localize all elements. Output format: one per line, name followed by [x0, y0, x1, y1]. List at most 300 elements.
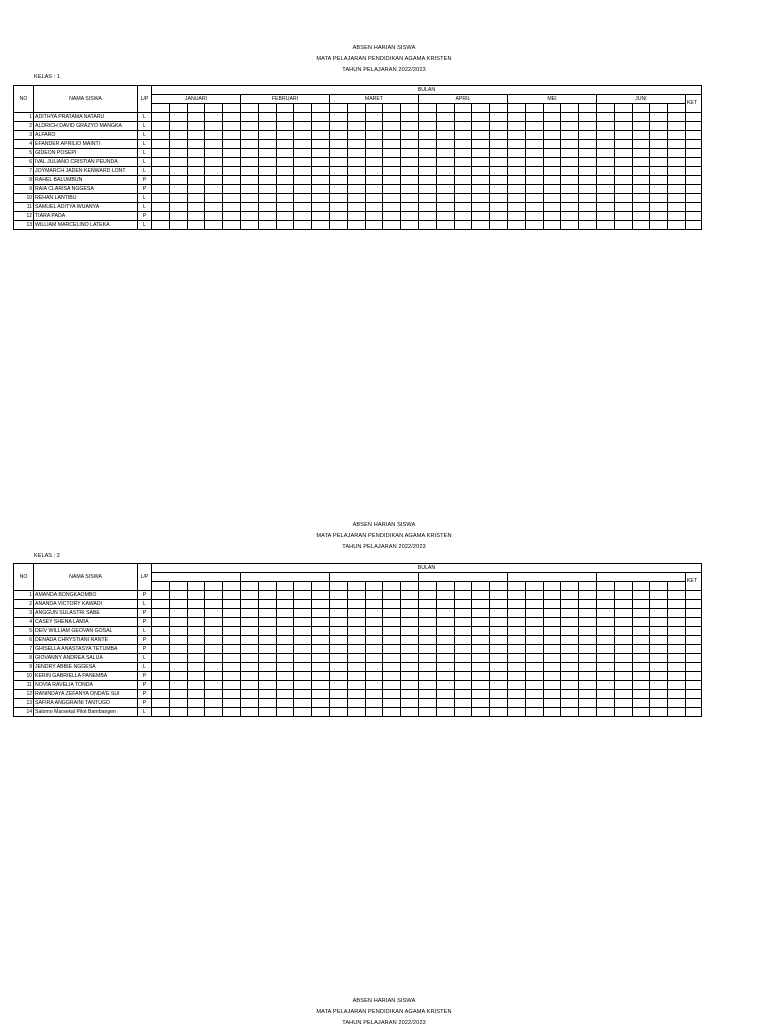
attendance-cell[interactable]	[401, 212, 419, 221]
attendance-cell[interactable]	[543, 591, 561, 600]
attendance-cell[interactable]	[383, 654, 401, 663]
attendance-cell[interactable]	[294, 194, 312, 203]
attendance-cell[interactable]	[436, 122, 454, 131]
attendance-cell[interactable]	[614, 203, 632, 212]
attendance-cell[interactable]	[223, 113, 241, 122]
attendance-cell[interactable]	[383, 627, 401, 636]
attendance-cell[interactable]	[258, 113, 276, 122]
attendance-cell[interactable]	[205, 131, 223, 140]
attendance-cell[interactable]	[543, 708, 561, 717]
attendance-cell[interactable]	[472, 194, 490, 203]
ket-cell[interactable]	[685, 167, 701, 176]
attendance-cell[interactable]	[401, 131, 419, 140]
attendance-cell[interactable]	[668, 600, 686, 609]
attendance-cell[interactable]	[561, 636, 579, 645]
attendance-cell[interactable]	[436, 609, 454, 618]
attendance-cell[interactable]	[347, 618, 365, 627]
attendance-cell[interactable]	[596, 636, 614, 645]
attendance-cell[interactable]	[507, 618, 525, 627]
attendance-cell[interactable]	[561, 609, 579, 618]
attendance-cell[interactable]	[561, 672, 579, 681]
attendance-cell[interactable]	[632, 645, 650, 654]
attendance-cell[interactable]	[347, 149, 365, 158]
attendance-cell[interactable]	[276, 600, 294, 609]
attendance-cell[interactable]	[329, 708, 347, 717]
attendance-cell[interactable]	[436, 185, 454, 194]
attendance-cell[interactable]	[632, 131, 650, 140]
attendance-cell[interactable]	[205, 609, 223, 618]
attendance-cell[interactable]	[276, 212, 294, 221]
attendance-cell[interactable]	[169, 194, 187, 203]
attendance-cell[interactable]	[418, 627, 436, 636]
attendance-cell[interactable]	[152, 609, 170, 618]
attendance-cell[interactable]	[507, 176, 525, 185]
attendance-cell[interactable]	[401, 221, 419, 230]
attendance-cell[interactable]	[668, 708, 686, 717]
attendance-cell[interactable]	[418, 185, 436, 194]
attendance-cell[interactable]	[365, 203, 383, 212]
attendance-cell[interactable]	[258, 636, 276, 645]
attendance-cell[interactable]	[579, 149, 597, 158]
attendance-cell[interactable]	[187, 708, 205, 717]
attendance-cell[interactable]	[543, 681, 561, 690]
attendance-cell[interactable]	[383, 681, 401, 690]
attendance-cell[interactable]	[525, 221, 543, 230]
attendance-cell[interactable]	[401, 591, 419, 600]
attendance-cell[interactable]	[187, 194, 205, 203]
attendance-cell[interactable]	[401, 167, 419, 176]
attendance-cell[interactable]	[347, 194, 365, 203]
attendance-cell[interactable]	[418, 609, 436, 618]
ket-cell[interactable]	[685, 600, 701, 609]
attendance-cell[interactable]	[223, 591, 241, 600]
attendance-cell[interactable]	[454, 122, 472, 131]
attendance-cell[interactable]	[614, 131, 632, 140]
attendance-cell[interactable]	[347, 663, 365, 672]
attendance-cell[interactable]	[258, 167, 276, 176]
attendance-cell[interactable]	[650, 618, 668, 627]
attendance-cell[interactable]	[650, 221, 668, 230]
attendance-cell[interactable]	[329, 194, 347, 203]
attendance-cell[interactable]	[632, 618, 650, 627]
attendance-cell[interactable]	[205, 636, 223, 645]
attendance-cell[interactable]	[401, 645, 419, 654]
attendance-cell[interactable]	[650, 672, 668, 681]
attendance-cell[interactable]	[294, 203, 312, 212]
attendance-cell[interactable]	[614, 140, 632, 149]
attendance-cell[interactable]	[240, 681, 258, 690]
attendance-cell[interactable]	[169, 131, 187, 140]
attendance-cell[interactable]	[187, 221, 205, 230]
attendance-cell[interactable]	[312, 221, 330, 230]
attendance-cell[interactable]	[152, 131, 170, 140]
attendance-cell[interactable]	[152, 681, 170, 690]
attendance-cell[interactable]	[294, 681, 312, 690]
ket-cell[interactable]	[685, 158, 701, 167]
attendance-cell[interactable]	[152, 158, 170, 167]
attendance-cell[interactable]	[187, 149, 205, 158]
attendance-cell[interactable]	[294, 113, 312, 122]
attendance-cell[interactable]	[365, 618, 383, 627]
ket-cell[interactable]	[685, 185, 701, 194]
attendance-cell[interactable]	[490, 681, 508, 690]
attendance-cell[interactable]	[579, 221, 597, 230]
attendance-cell[interactable]	[507, 645, 525, 654]
attendance-cell[interactable]	[365, 609, 383, 618]
attendance-cell[interactable]	[561, 708, 579, 717]
attendance-cell[interactable]	[312, 122, 330, 131]
attendance-cell[interactable]	[579, 113, 597, 122]
attendance-cell[interactable]	[596, 591, 614, 600]
attendance-cell[interactable]	[614, 158, 632, 167]
attendance-cell[interactable]	[490, 140, 508, 149]
attendance-cell[interactable]	[312, 185, 330, 194]
attendance-cell[interactable]	[276, 618, 294, 627]
attendance-cell[interactable]	[365, 212, 383, 221]
attendance-cell[interactable]	[507, 654, 525, 663]
attendance-cell[interactable]	[436, 690, 454, 699]
attendance-cell[interactable]	[650, 591, 668, 600]
attendance-cell[interactable]	[454, 699, 472, 708]
attendance-cell[interactable]	[223, 140, 241, 149]
attendance-cell[interactable]	[365, 221, 383, 230]
attendance-cell[interactable]	[294, 654, 312, 663]
attendance-cell[interactable]	[579, 185, 597, 194]
attendance-cell[interactable]	[152, 149, 170, 158]
attendance-cell[interactable]	[294, 221, 312, 230]
attendance-cell[interactable]	[205, 158, 223, 167]
attendance-cell[interactable]	[169, 203, 187, 212]
attendance-cell[interactable]	[596, 672, 614, 681]
attendance-cell[interactable]	[650, 149, 668, 158]
attendance-cell[interactable]	[614, 185, 632, 194]
attendance-cell[interactable]	[169, 654, 187, 663]
attendance-cell[interactable]	[472, 122, 490, 131]
ket-cell[interactable]	[685, 140, 701, 149]
attendance-cell[interactable]	[240, 690, 258, 699]
attendance-cell[interactable]	[436, 600, 454, 609]
attendance-cell[interactable]	[329, 113, 347, 122]
attendance-cell[interactable]	[365, 176, 383, 185]
attendance-cell[interactable]	[650, 113, 668, 122]
attendance-cell[interactable]	[632, 194, 650, 203]
attendance-cell[interactable]	[472, 176, 490, 185]
attendance-cell[interactable]	[276, 185, 294, 194]
attendance-cell[interactable]	[596, 600, 614, 609]
attendance-cell[interactable]	[632, 672, 650, 681]
attendance-cell[interactable]	[169, 149, 187, 158]
attendance-cell[interactable]	[507, 690, 525, 699]
attendance-cell[interactable]	[240, 672, 258, 681]
attendance-cell[interactable]	[347, 627, 365, 636]
attendance-cell[interactable]	[276, 176, 294, 185]
attendance-cell[interactable]	[365, 663, 383, 672]
attendance-cell[interactable]	[294, 636, 312, 645]
attendance-cell[interactable]	[650, 708, 668, 717]
attendance-cell[interactable]	[152, 176, 170, 185]
attendance-cell[interactable]	[223, 699, 241, 708]
ket-cell[interactable]	[685, 609, 701, 618]
attendance-cell[interactable]	[223, 627, 241, 636]
attendance-cell[interactable]	[543, 221, 561, 230]
attendance-cell[interactable]	[223, 690, 241, 699]
attendance-cell[interactable]	[525, 113, 543, 122]
attendance-cell[interactable]	[329, 690, 347, 699]
attendance-cell[interactable]	[507, 212, 525, 221]
attendance-cell[interactable]	[472, 140, 490, 149]
attendance-cell[interactable]	[579, 654, 597, 663]
attendance-cell[interactable]	[490, 176, 508, 185]
attendance-cell[interactable]	[632, 609, 650, 618]
attendance-cell[interactable]	[365, 158, 383, 167]
attendance-cell[interactable]	[347, 600, 365, 609]
attendance-cell[interactable]	[187, 131, 205, 140]
attendance-cell[interactable]	[507, 708, 525, 717]
attendance-cell[interactable]	[240, 600, 258, 609]
attendance-cell[interactable]	[436, 140, 454, 149]
attendance-cell[interactable]	[543, 672, 561, 681]
attendance-cell[interactable]	[312, 636, 330, 645]
attendance-cell[interactable]	[454, 609, 472, 618]
attendance-cell[interactable]	[418, 221, 436, 230]
attendance-cell[interactable]	[668, 636, 686, 645]
attendance-cell[interactable]	[507, 221, 525, 230]
attendance-cell[interactable]	[668, 609, 686, 618]
attendance-cell[interactable]	[187, 122, 205, 131]
attendance-cell[interactable]	[650, 185, 668, 194]
attendance-cell[interactable]	[365, 645, 383, 654]
attendance-cell[interactable]	[543, 203, 561, 212]
attendance-cell[interactable]	[169, 645, 187, 654]
attendance-cell[interactable]	[205, 194, 223, 203]
attendance-cell[interactable]	[240, 176, 258, 185]
attendance-cell[interactable]	[258, 699, 276, 708]
attendance-cell[interactable]	[365, 185, 383, 194]
attendance-cell[interactable]	[650, 131, 668, 140]
attendance-cell[interactable]	[240, 618, 258, 627]
attendance-cell[interactable]	[329, 131, 347, 140]
attendance-cell[interactable]	[650, 609, 668, 618]
attendance-cell[interactable]	[454, 149, 472, 158]
attendance-cell[interactable]	[614, 591, 632, 600]
attendance-cell[interactable]	[543, 600, 561, 609]
attendance-cell[interactable]	[561, 645, 579, 654]
attendance-cell[interactable]	[525, 185, 543, 194]
attendance-cell[interactable]	[668, 627, 686, 636]
attendance-cell[interactable]	[614, 708, 632, 717]
attendance-cell[interactable]	[650, 122, 668, 131]
attendance-cell[interactable]	[365, 113, 383, 122]
attendance-cell[interactable]	[596, 113, 614, 122]
attendance-cell[interactable]	[205, 185, 223, 194]
attendance-cell[interactable]	[454, 140, 472, 149]
attendance-cell[interactable]	[596, 609, 614, 618]
attendance-cell[interactable]	[240, 149, 258, 158]
attendance-cell[interactable]	[507, 672, 525, 681]
attendance-cell[interactable]	[472, 699, 490, 708]
attendance-cell[interactable]	[312, 663, 330, 672]
attendance-cell[interactable]	[383, 122, 401, 131]
attendance-cell[interactable]	[579, 131, 597, 140]
attendance-cell[interactable]	[650, 654, 668, 663]
attendance-cell[interactable]	[347, 167, 365, 176]
attendance-cell[interactable]	[205, 672, 223, 681]
attendance-cell[interactable]	[614, 609, 632, 618]
attendance-cell[interactable]	[472, 185, 490, 194]
attendance-cell[interactable]	[169, 663, 187, 672]
attendance-cell[interactable]	[579, 176, 597, 185]
attendance-cell[interactable]	[152, 194, 170, 203]
attendance-cell[interactable]	[454, 645, 472, 654]
attendance-cell[interactable]	[276, 158, 294, 167]
attendance-cell[interactable]	[383, 113, 401, 122]
attendance-cell[interactable]	[276, 194, 294, 203]
attendance-cell[interactable]	[401, 203, 419, 212]
attendance-cell[interactable]	[579, 122, 597, 131]
attendance-cell[interactable]	[436, 194, 454, 203]
attendance-cell[interactable]	[312, 194, 330, 203]
attendance-cell[interactable]	[454, 203, 472, 212]
attendance-cell[interactable]	[276, 654, 294, 663]
attendance-cell[interactable]	[490, 645, 508, 654]
attendance-cell[interactable]	[668, 185, 686, 194]
attendance-cell[interactable]	[169, 609, 187, 618]
attendance-cell[interactable]	[490, 636, 508, 645]
attendance-cell[interactable]	[525, 149, 543, 158]
attendance-cell[interactable]	[436, 591, 454, 600]
attendance-cell[interactable]	[401, 600, 419, 609]
attendance-cell[interactable]	[240, 699, 258, 708]
attendance-cell[interactable]	[223, 131, 241, 140]
attendance-cell[interactable]	[347, 654, 365, 663]
attendance-cell[interactable]	[223, 158, 241, 167]
attendance-cell[interactable]	[258, 672, 276, 681]
attendance-cell[interactable]	[187, 672, 205, 681]
attendance-cell[interactable]	[614, 663, 632, 672]
attendance-cell[interactable]	[418, 158, 436, 167]
attendance-cell[interactable]	[187, 203, 205, 212]
attendance-cell[interactable]	[561, 158, 579, 167]
attendance-cell[interactable]	[525, 158, 543, 167]
attendance-cell[interactable]	[472, 600, 490, 609]
attendance-cell[interactable]	[632, 591, 650, 600]
attendance-cell[interactable]	[383, 131, 401, 140]
attendance-cell[interactable]	[223, 672, 241, 681]
attendance-cell[interactable]	[383, 185, 401, 194]
attendance-cell[interactable]	[347, 681, 365, 690]
attendance-cell[interactable]	[436, 131, 454, 140]
attendance-cell[interactable]	[240, 654, 258, 663]
attendance-cell[interactable]	[525, 708, 543, 717]
attendance-cell[interactable]	[579, 645, 597, 654]
attendance-cell[interactable]	[205, 167, 223, 176]
attendance-cell[interactable]	[490, 203, 508, 212]
attendance-cell[interactable]	[276, 203, 294, 212]
attendance-cell[interactable]	[152, 221, 170, 230]
ket-cell[interactable]	[685, 176, 701, 185]
attendance-cell[interactable]	[347, 113, 365, 122]
attendance-cell[interactable]	[187, 690, 205, 699]
attendance-cell[interactable]	[383, 600, 401, 609]
attendance-cell[interactable]	[205, 708, 223, 717]
attendance-cell[interactable]	[383, 212, 401, 221]
attendance-cell[interactable]	[507, 194, 525, 203]
attendance-cell[interactable]	[614, 690, 632, 699]
attendance-cell[interactable]	[507, 113, 525, 122]
attendance-cell[interactable]	[240, 203, 258, 212]
attendance-cell[interactable]	[312, 591, 330, 600]
attendance-cell[interactable]	[223, 167, 241, 176]
attendance-cell[interactable]	[187, 140, 205, 149]
attendance-cell[interactable]	[401, 158, 419, 167]
attendance-cell[interactable]	[258, 645, 276, 654]
attendance-cell[interactable]	[490, 708, 508, 717]
attendance-cell[interactable]	[347, 221, 365, 230]
attendance-cell[interactable]	[258, 663, 276, 672]
attendance-cell[interactable]	[258, 158, 276, 167]
ket-cell[interactable]	[685, 212, 701, 221]
attendance-cell[interactable]	[579, 690, 597, 699]
attendance-cell[interactable]	[668, 681, 686, 690]
attendance-cell[interactable]	[240, 645, 258, 654]
attendance-cell[interactable]	[650, 203, 668, 212]
attendance-cell[interactable]	[543, 636, 561, 645]
attendance-cell[interactable]	[312, 609, 330, 618]
attendance-cell[interactable]	[169, 185, 187, 194]
attendance-cell[interactable]	[329, 158, 347, 167]
attendance-cell[interactable]	[312, 672, 330, 681]
attendance-cell[interactable]	[596, 663, 614, 672]
attendance-cell[interactable]	[258, 176, 276, 185]
attendance-cell[interactable]	[472, 690, 490, 699]
attendance-cell[interactable]	[436, 149, 454, 158]
attendance-cell[interactable]	[418, 203, 436, 212]
attendance-cell[interactable]	[561, 176, 579, 185]
attendance-cell[interactable]	[383, 140, 401, 149]
attendance-cell[interactable]	[454, 681, 472, 690]
attendance-cell[interactable]	[561, 699, 579, 708]
ket-cell[interactable]	[685, 627, 701, 636]
attendance-cell[interactable]	[579, 663, 597, 672]
attendance-cell[interactable]	[543, 194, 561, 203]
attendance-cell[interactable]	[472, 708, 490, 717]
attendance-cell[interactable]	[383, 690, 401, 699]
ket-cell[interactable]	[685, 203, 701, 212]
attendance-cell[interactable]	[347, 708, 365, 717]
attendance-cell[interactable]	[543, 149, 561, 158]
attendance-cell[interactable]	[258, 131, 276, 140]
attendance-cell[interactable]	[169, 122, 187, 131]
attendance-cell[interactable]	[276, 627, 294, 636]
attendance-cell[interactable]	[401, 681, 419, 690]
attendance-cell[interactable]	[258, 600, 276, 609]
attendance-cell[interactable]	[490, 663, 508, 672]
attendance-cell[interactable]	[596, 212, 614, 221]
attendance-cell[interactable]	[614, 600, 632, 609]
attendance-cell[interactable]	[614, 672, 632, 681]
attendance-cell[interactable]	[329, 212, 347, 221]
attendance-cell[interactable]	[596, 122, 614, 131]
attendance-cell[interactable]	[507, 699, 525, 708]
attendance-cell[interactable]	[223, 681, 241, 690]
attendance-cell[interactable]	[365, 636, 383, 645]
attendance-cell[interactable]	[329, 618, 347, 627]
attendance-cell[interactable]	[329, 203, 347, 212]
attendance-cell[interactable]	[312, 645, 330, 654]
attendance-cell[interactable]	[294, 699, 312, 708]
attendance-cell[interactable]	[294, 158, 312, 167]
attendance-cell[interactable]	[169, 690, 187, 699]
